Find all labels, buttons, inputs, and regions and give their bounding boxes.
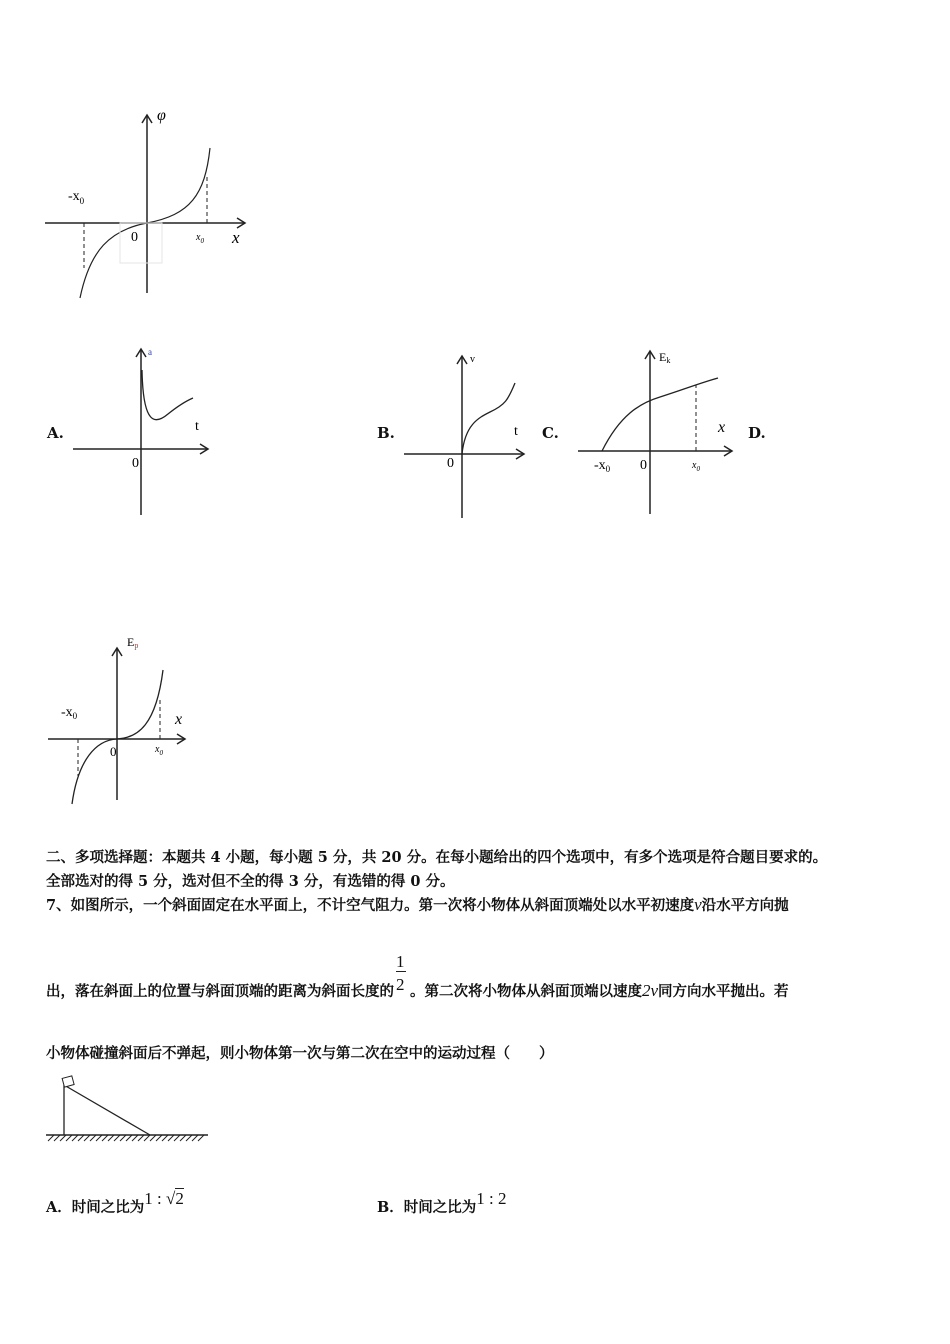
- y-label: Ep: [127, 635, 139, 650]
- answer-b[interactable]: B．时间之比为1 : 2: [377, 1189, 507, 1216]
- y-label: v: [470, 354, 475, 365]
- x0-label: $x_0$: [692, 460, 700, 473]
- x-label: t: [195, 419, 199, 434]
- section-line-2: 全部选对的得 5 分，选对但不全的得 3 分，有选错的得 0 分。: [46, 873, 455, 890]
- origin-label: 0: [110, 744, 117, 759]
- x-label: x: [232, 228, 240, 247]
- x-label: x: [718, 419, 726, 436]
- neg-x0-label: $-x_0$: [68, 189, 85, 206]
- option-b-label[interactable]: B.: [377, 424, 395, 442]
- neg-x0-label: $-x_0$: [594, 458, 611, 474]
- answer-a[interactable]: A．时间之比为1 : √2: [46, 1189, 184, 1216]
- y-label: Ek: [659, 350, 671, 365]
- x0-label: $x_0$: [155, 744, 163, 757]
- origin-label: 0: [447, 456, 454, 471]
- small-block: [62, 1076, 74, 1087]
- option-a-label[interactable]: A.: [47, 424, 64, 442]
- question7-line-1: 7、如图所示，一个斜面固定在水平面上，不计空气阻力。第一次将小物体从斜面顶端处以水平初速度v沿水平方向抛: [46, 895, 789, 914]
- section-line-1: 二、多项选择题：本题共 4 小题，每小题 5 分，共 20 分。在每小题给出的四个选项中，有多个选项是符合题目要求的。: [46, 849, 828, 866]
- y-label: a: [148, 347, 152, 357]
- question7-line-2: 出，落在斜面上的位置与斜面顶端的距离为斜面长度的 $\frac{1}{2}$ 。第二次将小物体从斜面顶端以速度2v同方向水平抛出。若: [46, 952, 789, 1000]
- ground-hatch: [48, 1135, 204, 1141]
- option-c-label[interactable]: C.: [542, 424, 559, 442]
- origin-label: 0: [131, 230, 138, 245]
- x-label: x: [175, 711, 183, 728]
- neg-x0-label: $-x_0$: [61, 705, 78, 721]
- incline-slope: [64, 1085, 150, 1135]
- x0-label: $x_0$: [196, 232, 204, 245]
- option-d-label[interactable]: D.: [748, 424, 766, 442]
- origin-label: 0: [132, 456, 139, 471]
- origin-label: 0: [640, 458, 647, 473]
- sqrt-sign: √: [165, 1189, 176, 1208]
- question7-line-3: 小物体碰撞斜面后不弹起，则小物体第一次与第二次在空中的运动过程（ ）: [46, 1045, 554, 1062]
- x-label: t: [514, 424, 518, 439]
- y-label-phi: φ: [157, 107, 166, 124]
- fraction-one-half: $\frac{1}{2}$: [396, 952, 405, 994]
